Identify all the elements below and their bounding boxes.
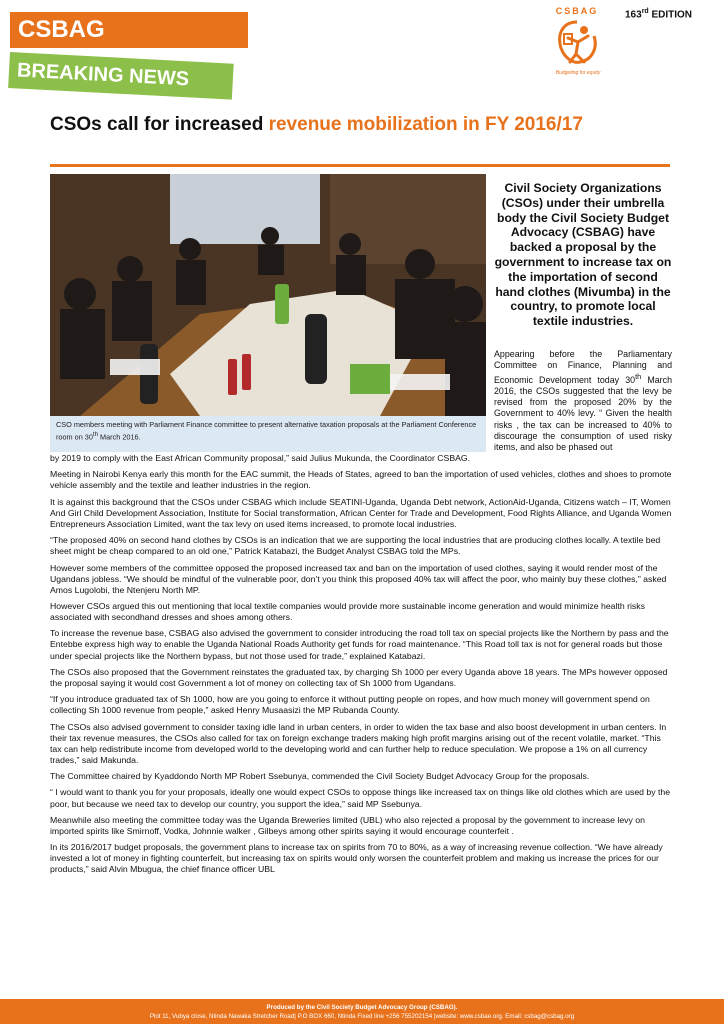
body-paragraph: Meeting in Nairobi Kenya early this month for the EAC summit, the Heads of States, agreed to ban the importation of used vehicles, clothes and shoes to promote vehicle assembly and the textile and leather industries in the region. xyxy=(50,469,672,491)
csbag-logo xyxy=(544,6,610,80)
body-paragraph: “ I would want to thank you for your proposals, ideally one would expect CSOs to oppose things like increased tax on things like old clothes which are used by the poor, but because we need tax to develop our country, you support the idea,” said MP Ssebunya. xyxy=(50,787,671,809)
brand-banner: CSBAG xyxy=(10,12,248,48)
logo-emblem-icon xyxy=(554,18,600,70)
title-divider xyxy=(50,164,670,167)
body-paragraph: The Committee chaired by Kyaddondo North MP Robert Ssebunya, commended the Civil Society Budget Advocacy Group for the proposals. xyxy=(50,771,590,782)
body-paragraph: It is against this background that the CSOs under CSBAG which include SEATINI-Uganda, Uganda Debt network, ActionAid-Uganda, Citizens watch – IT, Women And Girl Child Development Association, Institute for Social transformation, African Center for Trade and Development, Food Rights Alliance, and Uganda Women Entrepreneurs Association Limited, want the tax levy on used items increased, to promote local industries. xyxy=(50,496,672,529)
side-paragraph: Appearing before the Parliamentary Committee on Finance, Planning and Economic Development today 30th March 2016, the CSOs suggested that the levy be revised from the proposed 20% by the Government to 40% levy. “ Given the health risks , the tax can be increased to 40% to discourage the consumption of used risky items, and also be phased out xyxy=(494,349,672,452)
body-paragraph: However some members of the committee opposed the proposed increased tax and ban on the importation of used clothes, saying it would render most of the Ugandans jobless. “We should be mindful of the vulnerable poor, don’t you think this proposed 40% tax will affect the poor, who mainly buy these clothes,” asked Amos Lugolobi, the Ntenjeru North MP. xyxy=(50,562,667,595)
page-footer xyxy=(0,999,724,1024)
lead-paragraph: Civil Society Organizations (CSOs) under their umbrella body the Civil Society Budget Advocacy (CSBAG) have backed a proposal by the government to increase tax on the importation of second hand clothes (Mivumba) in the country, to promote local textile industries. xyxy=(494,181,672,329)
body-paragraph: “If you introduce graduated tax of Sh 1000, how are you going to enforce it without putting people on ropes, and how much money will government spend on collecting Sh 1000 revenue from people,” asked Henry Musaasizi the MP Rubanda County. xyxy=(50,694,650,716)
logo-text: CSBAG xyxy=(555,6,599,16)
body-paragraph: Meanwhile also meeting the committee today was the Uganda Breweries limited (UBL) who also rejected a proposal by the government to increase levy on imported spirits like Smirnoff, Vodka, Johnnie walker , Gilbeys among other spirits saying it would encourage counterfeit . xyxy=(50,814,645,836)
breaking-news-banner: BREAKING NEWS xyxy=(8,52,234,100)
footer-contact: Plot 11, Vubya close, Ntinda Nawaka Stretcher Road| P.O BOX 660, Ntinda Fixed line +256 755202154 |website: www.csbae.org. Email: csbag@csbag.org xyxy=(149,1013,575,1020)
page-title: CSOs call for increased revenue mobilization in FY 2016/17 xyxy=(50,114,583,135)
logo-tagline: Budgeting for equity xyxy=(555,70,601,76)
body-paragraph: The CSOs also advised government to consider taxing idle land in urban centers, in order to widen the tax base and also boost development in urban centers. In their tax revenue measures, the CSOs also called for tax on foreign exchange traders making high profit margins arising out of the recent volatile, market. “This tax can help redistribute income from developed world to the developing world and can further help to reduce speculation. We propose a 1% on all currency trades,” said Makunda. xyxy=(50,721,667,765)
body-paragraph: by 2019 to comply with the East African Community proposal,” said Julius Mukunda, the Coordinator CSBAG. xyxy=(50,453,471,463)
body-paragraph: To increase the revenue base, CSBAG also advised the government to consider introducing the road toll tax on special projects like the Northern by pass and the Entebbe express high way to enable the Uganda National Roads Authority get funds for road maintenance. “This Road toll tax is not for general roads but those under special projects like the Northern bypass, but not those used for trade,” explained Katabazi. xyxy=(50,628,669,661)
meeting-photo xyxy=(50,174,486,416)
body-paragraph: In its 2016/2017 budget proposals, the government plans to increase tax on spirits from 70 to 80%, as a way of increasing revenue collection. “We have already invested a lot of money in fighting counterfeit, but increasing tax on spirits would only worsen the counterfeit problem and making us increase the prices for our products,” said Alvin Mbugua, the chief finance officer UBL xyxy=(50,842,663,875)
footer-producer: Produced by the Civil Society Budget Advocacy Group (CSBAG). xyxy=(266,1004,458,1011)
body-paragraph: “The proposed 40% on second hand clothes by CSOs is an indication that we are supporting the local industries that are producing clothes locally. A textile bed sheet might be cheap compared to an old one,” Patrick Katabazi, the Budget Analyst CSBAG told the MPs. xyxy=(50,535,661,557)
body-paragraph: The CSOs also proposed that the Government reinstates the graduated tax, by charging Sh 1000 per every Uganda above 18 years. The MPs however opposed the proposal saying it would cost Government a lot of money on collecting tax of Sh 1000 from Ugandans. xyxy=(50,666,668,688)
article-body xyxy=(50,453,672,881)
body-paragraph: However CSOs argued this out mentioning that local textile companies would provide more sustainable income generation and would minimize health risks associated with secondhand dresses and shoes among others. xyxy=(50,600,645,623)
photo-caption: CSO members meeting with Parliament Finance committee to present alternative taxation proposals at the Parliament Conference room on 30th March 2016. xyxy=(50,416,486,452)
edition-label: 163rd EDITION xyxy=(625,8,693,21)
